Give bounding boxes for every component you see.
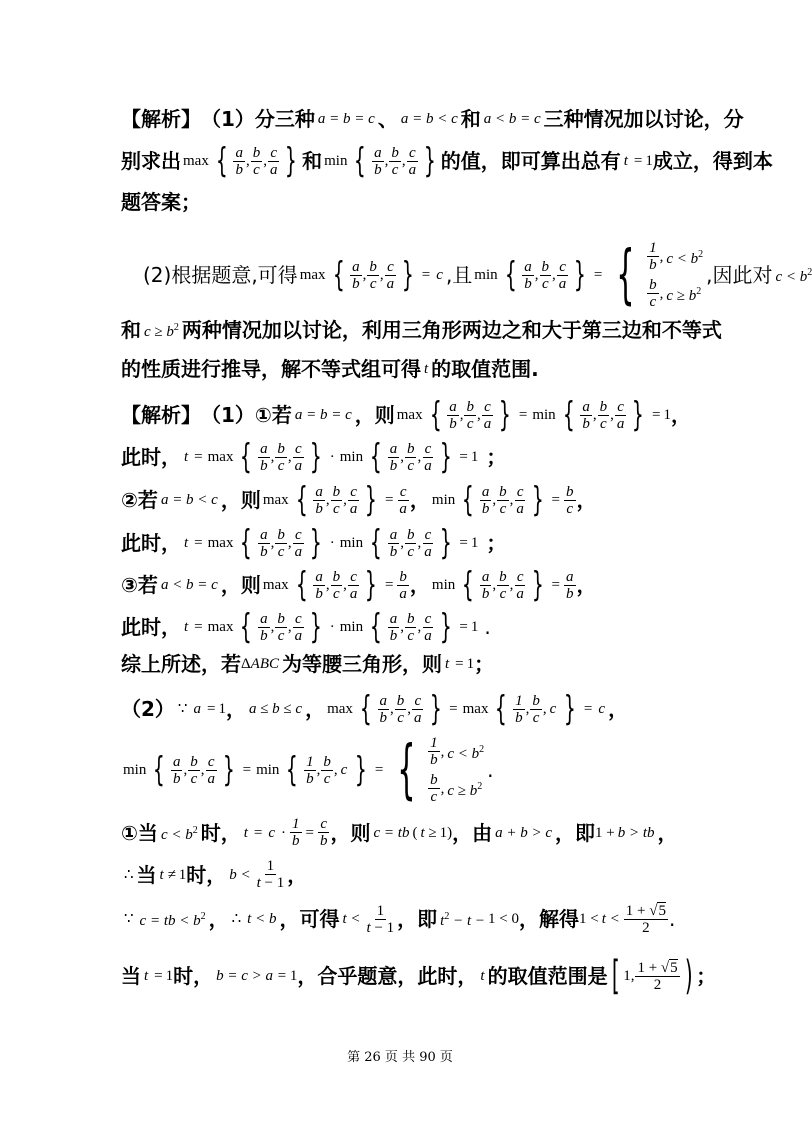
text: ； — [696, 964, 717, 988]
text: 综上所述，若 — [121, 652, 241, 676]
text: ，则 — [220, 488, 261, 512]
text: ,且 — [445, 263, 473, 287]
solution-line-2: 此时， t = max { $\frac{a}{b}$ , $\frac{b}{c}$ , $\frac{c}{a}$ } · min { $\frac{a}{b}$ , $\frac{b}{c}$ , $\frac{c}{a}$ } = 1 ； — [121, 437, 507, 477]
analysis-line-6: 的性质进行推导，解不等式组可得 t 的取值范围. — [121, 357, 539, 381]
text: ，可得 — [279, 907, 340, 931]
analysis-line-5: 和 $c \ge b^2$ 两种情况加以讨论，利用三角形两边之和大于第三边和不等式 — [121, 318, 722, 342]
solution-line-5: ③若 a < b = c ，则 max { $\frac{a}{b}$ , $\frac{b}{c}$ , $\frac{c}{a}$ } = $\frac{b}{a}$ ， min { $\frac{a}{b}$ , $\frac{b}{c}$ , $\frac{c}{a}$ } = $\frac{a}{b}$ ， — [121, 565, 597, 605]
analysis-label: 【解析】 — [121, 107, 201, 131]
text: 和 — [302, 149, 323, 173]
text: ； — [486, 445, 507, 469]
solution-line-9: min { $\frac{a}{b}$ , $\frac{b}{c}$ , $\frac{c}{a}$ } = min { $\frac{1}{b}$ , $\frac{b}{c}$ , c } = { $\frac{1}{b}$ , $c < b^2$ $\frac{b}{c}$ , $c \ge b^2$ . — [123, 733, 494, 807]
solution-line-10: ①当 $c < b^2$ 时， t = c · $\frac{1}{b}$ = $\frac{c}{b}$ ，则 c = tb ( t ≥ 1) ，由 a + b > c ，即 1 + b > tb ， — [121, 816, 678, 849]
text: ，则 — [220, 573, 261, 597]
text: ，由 — [452, 820, 493, 845]
analysis-line-2: 别求出 max { $\frac{a}{b}$ , $\frac{b}{c}$ , $\frac{c}{a}$ } 和 min { $\frac{a}{b}$ , $\frac{b}{c}$ , $\frac{c}{a}$ } 的值，即可算出总有 t = 1 成立，得到本 — [121, 141, 773, 181]
text: 和 — [460, 107, 481, 131]
text: ， — [657, 820, 678, 845]
text: 为等腰三角形，则 — [282, 652, 442, 676]
text: 时， — [186, 862, 227, 887]
solution-line-8: （2） ∵ a = 1 ， a ≤ b ≤ c ， max { $\frac{a}{b}$ , $\frac{b}{c}$ , $\frac{c}{a}$ } = max { $\frac{1}{b}$ , $\frac{b}{c}$ , c } = c ， — [121, 689, 629, 729]
text: . — [487, 758, 494, 782]
text: ，合乎题意，此时， — [297, 964, 478, 988]
text: 成立，得到本 — [652, 149, 773, 173]
text: ③若 — [121, 573, 158, 597]
text: （1）分三种 — [201, 107, 315, 131]
text: ； — [486, 531, 507, 555]
text: ，则 — [354, 403, 395, 427]
analysis-line-1 — [121, 105, 744, 133]
text: 的性质进行推导，解不等式组可得 — [121, 357, 421, 381]
text: ， — [409, 488, 430, 512]
text: ，即 — [555, 820, 596, 845]
text: ， — [576, 573, 597, 597]
text: ，解得 — [518, 907, 579, 931]
text: 和 — [121, 318, 141, 342]
analysis-line-4: (2)根据题意,可得 max { $\frac{a}{b}$ , $\frac{b}{c}$ , $\frac{c}{a}$ } = c ,且 min { $\frac{a}{b}$ , $\frac{b}{c}$ , $\frac{c}{a}$ } = { $\frac{1}{b}$ , $c < b^2$ $\frac{b}{c}$ , $c \ge b^2$ ,因此对 $c < b^2$ — [143, 238, 812, 312]
text: ， — [576, 488, 597, 512]
solution-line-7: 综上所述，若 Δ ABC 为等腰三角形，则 t = 1 ； — [121, 652, 495, 676]
text: . — [668, 907, 676, 931]
text: 此时， — [121, 531, 181, 555]
formula: a = b < c — [400, 111, 458, 127]
text: 的取值范围是 — [487, 964, 608, 988]
text: ， — [670, 403, 691, 427]
text: 当 — [121, 964, 141, 988]
solution-line-6: 此时， t = max { $\frac{a}{b}$ , $\frac{b}{c}$ , $\frac{c}{a}$ } · min { $\frac{a}{b}$ , $\frac{b}{c}$ , $\frac{c}{a}$ } = 1 . — [121, 607, 491, 647]
text: ,因此对 — [706, 263, 773, 287]
text: 的取值范围. — [431, 357, 539, 381]
text: 时， — [173, 964, 214, 988]
text: 此时， — [121, 615, 181, 639]
text: 时， — [200, 820, 241, 845]
text: （2） — [121, 697, 175, 721]
text: 三种情况加以讨论，分 — [543, 107, 744, 131]
solution-line-12: ∵ c = tb < $b^2$ ， ∴ t < b ，可得 t < $\frac{1}{t - 1}$ ，即 $t^2 - t$ − 1 < 0 ，解得 1 < t < $\frac{1 + √5}{2}$ . — [124, 902, 676, 936]
solution-line-1: 【解析】 （1）①若 a = b = c ，则 max { $\frac{a}{b}$ , $\frac{b}{c}$ , $\frac{c}{a}$ } = min { $\frac{a}{b}$ , $\frac{b}{c}$ , $\frac{c}{a}$ } = 1 ， — [121, 395, 691, 435]
solution-label: 【解析】 — [121, 403, 201, 427]
text: ， — [208, 907, 229, 931]
page-footer: 第 26 页 共 90 页 — [347, 1050, 453, 1065]
solution-line-4: 此时， t = max { $\frac{a}{b}$ , $\frac{b}{c}$ , $\frac{c}{a}$ } · min { $\frac{a}{b}$ , $\frac{b}{c}$ , $\frac{c}{a}$ } = 1 ； — [121, 523, 507, 563]
text: 题答案； — [121, 190, 201, 214]
formula: a = b = c — [317, 111, 375, 127]
text: ； — [474, 652, 495, 676]
text: ， — [409, 573, 430, 597]
text: . — [484, 615, 491, 639]
text: ②若 — [121, 488, 158, 512]
text: （1）①若 — [201, 403, 292, 427]
text: 、 — [377, 107, 398, 131]
text: (2)根据题意,可得 — [143, 263, 298, 287]
text: 的值，即可算出总有 — [440, 149, 621, 173]
analysis-line-3 — [121, 188, 691, 216]
text: ， — [608, 697, 629, 721]
solution-line-13: 当 t = 1 时， b = c > a = 1 ，合乎题意，此时， t 的取值范围是 [ 1, $\frac{1 + √5}{2}$ ) ； — [121, 953, 717, 999]
text: ， — [225, 697, 246, 721]
text: 两种情况加以讨论，利用三角形两边之和大于第三边和不等式 — [181, 318, 722, 342]
text: ， — [287, 862, 308, 887]
text: 此时， — [121, 445, 181, 469]
formula: a < b = c — [483, 111, 541, 127]
solution-line-3: ②若 a = b < c ，则 max { $\frac{a}{b}$ , $\frac{b}{c}$ , $\frac{c}{a}$ } = $\frac{c}{a}$ ， min { $\frac{a}{b}$ , $\frac{b}{c}$ , $\frac{c}{a}$ } = $\frac{b}{c}$ ， — [121, 480, 597, 520]
text: ①当 — [121, 820, 158, 845]
text: ，即 — [397, 907, 438, 931]
text: ，则 — [330, 820, 371, 845]
solution-line-11: ∴ 当 t ≠ 1 时， b < $\frac{1}{t - 1}$ ， — [124, 858, 308, 891]
text: 当 — [136, 862, 157, 887]
text: 别求出 — [121, 149, 181, 173]
text: ， — [305, 697, 326, 721]
